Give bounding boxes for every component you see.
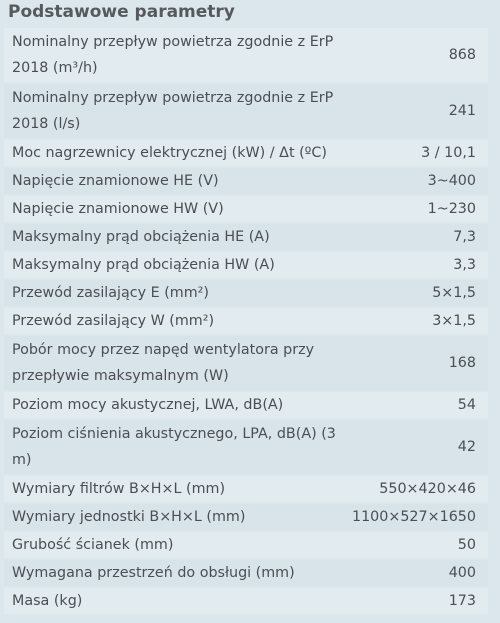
row-value: 5×1,5 bbox=[432, 285, 476, 301]
row-value: 550×420×46 bbox=[379, 481, 476, 497]
row-value: 3,3 bbox=[453, 257, 476, 273]
row-label: Napięcie znamionowe HE (V) bbox=[12, 173, 219, 189]
row-value: 1~230 bbox=[427, 201, 476, 217]
row-value: 173 bbox=[448, 593, 476, 609]
row-label: Pobór mocy przez napęd wentylatora przy przepływie maksymalnym (W) bbox=[12, 342, 315, 384]
parameters-table bbox=[4, 28, 488, 616]
section-title: Podstawowe parametry bbox=[8, 2, 235, 22]
table-row bbox=[4, 392, 488, 418]
row-label: Maksymalny prąd obciążenia HW (A) bbox=[12, 257, 275, 273]
row-value: 3×1,5 bbox=[432, 313, 476, 329]
table-row bbox=[4, 560, 488, 586]
row-label: Masa (kg) bbox=[12, 593, 83, 609]
table-row bbox=[4, 420, 488, 474]
row-label: Grubość ścianek (mm) bbox=[12, 537, 174, 553]
row-value: 7,3 bbox=[453, 229, 476, 245]
table-row bbox=[4, 336, 488, 390]
row-value: 50 bbox=[457, 537, 476, 553]
table-row bbox=[4, 168, 488, 194]
row-value: 1100×527×1650 bbox=[351, 509, 476, 525]
row-value: 3~400 bbox=[427, 173, 476, 189]
table-row bbox=[4, 504, 488, 530]
row-label: Poziom mocy akustycznej, LWA, dB(A) bbox=[12, 397, 284, 413]
row-label: Nominalny przepływ powietrza zgodnie z ErP 2018 (l/s) bbox=[12, 90, 334, 132]
row-label: Maksymalny prąd obciążenia HE (A) bbox=[12, 229, 270, 245]
row-value: 3 / 10,1 bbox=[421, 145, 476, 161]
row-label: Moc nagrzewnicy elektrycznej (kW) / Δt (ºC) bbox=[12, 145, 327, 161]
row-label: Przewód zasilający W (mm²) bbox=[12, 313, 215, 329]
row-value: 168 bbox=[448, 355, 476, 371]
row-label: Napięcie znamionowe HW (V) bbox=[12, 201, 224, 217]
table-row bbox=[4, 532, 488, 558]
table-row bbox=[4, 28, 488, 82]
table-row bbox=[4, 84, 488, 138]
row-label: Wymiary filtrów B×H×L (mm) bbox=[12, 481, 226, 497]
table-row bbox=[4, 476, 488, 502]
row-label: Poziom ciśnienia akustycznego, LPA, dB(A) (3 m) bbox=[12, 426, 336, 468]
table-row bbox=[4, 224, 488, 250]
row-label: Nominalny przepływ powietrza zgodnie z ErP 2018 (m³/h) bbox=[12, 34, 334, 76]
row-value: 868 bbox=[448, 47, 476, 63]
table-row bbox=[4, 280, 488, 306]
table-row bbox=[4, 308, 488, 334]
row-label: Przewód zasilający E (mm²) bbox=[12, 285, 209, 301]
row-label: Wymagana przestrzeń do obsługi (mm) bbox=[12, 565, 295, 581]
table-row bbox=[4, 196, 488, 222]
table-row bbox=[4, 588, 488, 614]
row-value: 42 bbox=[457, 439, 476, 455]
row-label: Wymiary jednostki B×H×L (mm) bbox=[12, 509, 246, 525]
row-value: 54 bbox=[457, 397, 476, 413]
row-value: 241 bbox=[448, 103, 476, 119]
row-value: 400 bbox=[448, 565, 476, 581]
table-row bbox=[4, 140, 488, 166]
table-row bbox=[4, 252, 488, 278]
